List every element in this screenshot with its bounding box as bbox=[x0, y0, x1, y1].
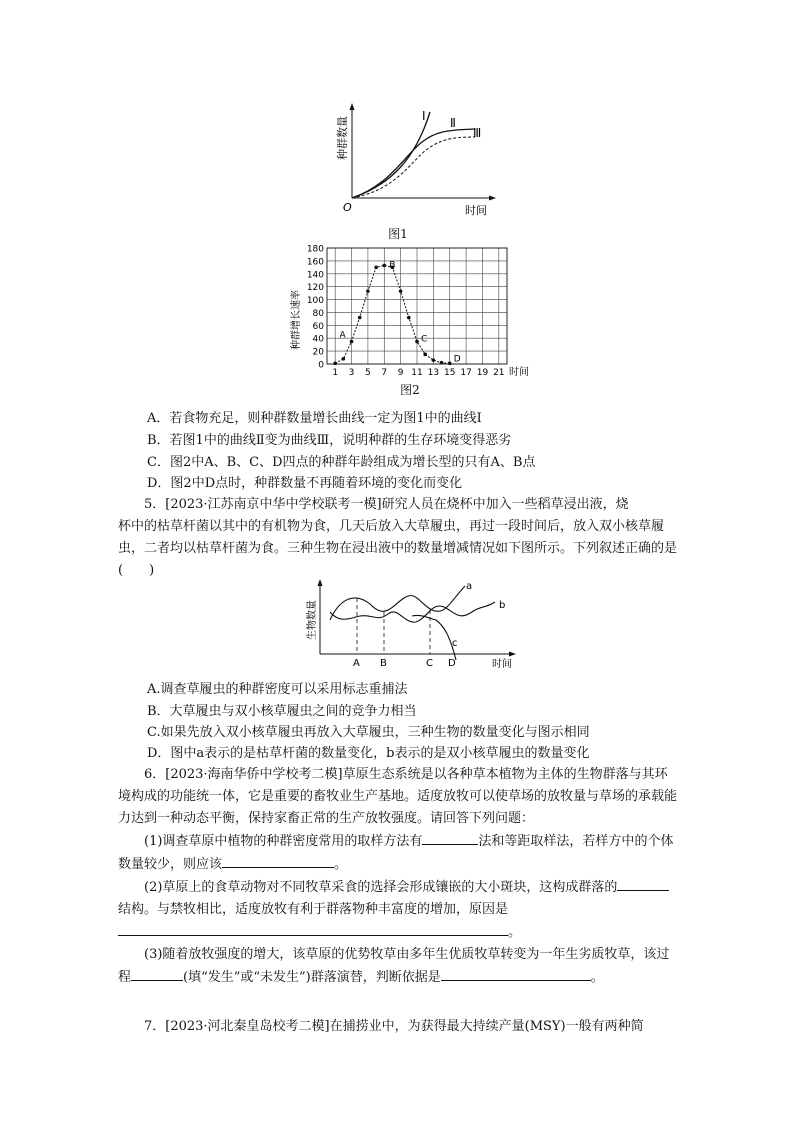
tick-C: C bbox=[426, 658, 433, 669]
curve-II bbox=[352, 129, 475, 198]
data-point bbox=[366, 289, 370, 293]
q6-blank-3[interactable] bbox=[617, 876, 669, 891]
x-tick-label: 21 bbox=[493, 368, 505, 378]
figure-1-caption: 图1 bbox=[388, 227, 408, 241]
curve-c-label: c bbox=[452, 638, 458, 649]
curve-c bbox=[412, 615, 456, 660]
y-tick-label: 80 bbox=[312, 308, 324, 319]
tick-B: B bbox=[380, 658, 387, 669]
data-point bbox=[423, 353, 427, 357]
q6-blank-2[interactable] bbox=[222, 853, 334, 868]
q5-stem-line1: 5．[2023·江苏南京中华中学校联考一模]研究人员在烧杯中加入一些稻草浸出液，烧 bbox=[144, 497, 629, 512]
x-tick-label: 19 bbox=[476, 368, 489, 378]
data-point bbox=[374, 266, 378, 270]
x-tick-label: 3 bbox=[348, 368, 355, 378]
q6-blank-1[interactable] bbox=[422, 830, 478, 845]
q4-option-b: B．若图1中的曲线Ⅱ变为曲线Ⅲ，说明种群的生存环境变得恶劣 bbox=[147, 433, 512, 448]
curve-III-label: Ⅲ bbox=[473, 126, 482, 140]
curve-II-label: Ⅱ bbox=[450, 116, 456, 130]
fig1-ylabel: 种群数量 bbox=[336, 116, 349, 160]
curve-I bbox=[352, 112, 430, 198]
figure-2-growth-rate-chart bbox=[285, 240, 540, 380]
x-tick-label: 9 bbox=[397, 368, 404, 378]
q6-sub3-text-d: 。 bbox=[590, 970, 604, 985]
x-tick-label: 7 bbox=[381, 368, 388, 378]
q6-sub3 bbox=[118, 944, 678, 989]
q7-stem: 7．[2023·河北秦皇岛校考二模]在捕捞业中，为获得最大持续产量(MSY)一般有两种简 bbox=[144, 1019, 644, 1034]
data-point bbox=[382, 264, 386, 268]
data-point bbox=[350, 340, 354, 344]
x-tick-label: 5 bbox=[365, 368, 371, 378]
q6-sub1-text-c: 的个体数量较少，则应该 bbox=[118, 834, 674, 872]
point-label-B: B bbox=[389, 260, 396, 271]
fig1-xlabel: 时间 bbox=[465, 204, 487, 217]
curve-a-label: a bbox=[466, 581, 473, 592]
y-tick-label: 60 bbox=[312, 321, 324, 332]
curve-I-label: Ⅰ bbox=[422, 109, 426, 123]
data-point bbox=[440, 361, 444, 365]
point-label-D: D bbox=[453, 354, 461, 365]
data-point bbox=[432, 358, 436, 362]
q6-stem: 6．[2023·海南华侨中学校考二模]草原生态系统是以各种草本植物为主体的生物群落与其环境构成的功能统一体，它是重要的畜牧业生产基地。适度放牧可以使草场的放牧量与草场的承载能力达到一种动态平衡，保持家畜正常的生产放牧强度。请回答下列问题： bbox=[118, 767, 678, 826]
fig2-xlabel: 时间 bbox=[509, 367, 529, 378]
q4-option-a: A．若食物充足，则种群数量增长曲线一定为图1中的曲线Ⅰ bbox=[147, 411, 482, 426]
y-tick-label: 40 bbox=[312, 334, 324, 345]
q4-option-c: C．图2中A、B、C、D四点的种群年龄组成为增长型的只有A、B点 bbox=[147, 455, 536, 470]
q6-sub2-text-c: 。 bbox=[508, 925, 522, 940]
y-tick-label: 120 bbox=[306, 283, 324, 294]
figure-2-caption: 图2 bbox=[400, 383, 420, 397]
y-tick-label: 160 bbox=[306, 257, 324, 268]
point-label-A: A bbox=[339, 330, 346, 341]
x-tick-label: 11 bbox=[411, 368, 423, 378]
curve-b bbox=[330, 602, 495, 622]
q6-sub1 bbox=[118, 830, 678, 876]
y-tick-label: 0 bbox=[318, 360, 324, 371]
q6-blank-6[interactable] bbox=[441, 966, 591, 981]
curve-b-label: b bbox=[499, 600, 506, 611]
data-point bbox=[358, 316, 362, 320]
tick-A: A bbox=[353, 658, 360, 669]
data-point bbox=[415, 340, 419, 344]
y-tick-label: 100 bbox=[306, 296, 324, 307]
x-tick-label: 15 bbox=[444, 368, 456, 378]
fig2-ylabel: 种群增长速率 bbox=[291, 290, 302, 350]
q7-block bbox=[118, 1016, 678, 1038]
data-point bbox=[448, 362, 452, 366]
q6-blank-5[interactable] bbox=[131, 966, 183, 981]
fig3-ylabel: 生物数量 bbox=[307, 600, 318, 640]
growth-rate-line bbox=[335, 265, 450, 363]
q5-option-d: D．图中a表示的是枯草杆菌的数量变化，b表示的是双小核草履虫的数量变化 bbox=[147, 746, 590, 761]
q6-sub1-text-b: 法和等距取样法，若样方中 bbox=[478, 834, 635, 849]
q6-block bbox=[118, 764, 678, 989]
q5-option-b: B．大草履虫与双小核草履虫之间的竞争力相当 bbox=[147, 704, 417, 719]
q6-sub2-text-a: (2)草原上的食草动物对不同牧草采食的选择会形成镶嵌的大小斑块，这构成群落的 bbox=[144, 880, 618, 895]
q6-blank-4[interactable] bbox=[118, 921, 508, 936]
x-tick-label: 1 bbox=[332, 368, 339, 378]
y-tick-label: 20 bbox=[312, 347, 324, 358]
q5-stem-rest: 杯中的枯草杆菌以其中的有机物为食，几天后放入大草履虫，再过一段时间后，放入双小核草履虫，二者均以枯草杆菌为食。三种生物在浸出液中的数量增减情况如下图所示。下列叙述正确的是( ) bbox=[118, 519, 678, 578]
figure-3-species-quantity-curves bbox=[300, 578, 530, 672]
data-point bbox=[342, 357, 346, 361]
data-point bbox=[399, 289, 403, 293]
tick-D: D bbox=[448, 658, 456, 669]
fig3-xlabel: 时间 bbox=[492, 659, 512, 670]
origin-label: O bbox=[343, 201, 352, 214]
q5-option-a: A.调查草履虫的种群密度可以采用标志重捕法 bbox=[147, 682, 408, 697]
q6-sub1-text-d: 。 bbox=[334, 857, 348, 872]
y-tick-label: 180 bbox=[306, 244, 324, 255]
x-tick-label: 13 bbox=[427, 368, 440, 378]
data-point bbox=[333, 362, 337, 366]
q4-option-d: D．图2中D点时，种群数量不再随着环境的变化而变化 bbox=[147, 476, 463, 491]
q6-sub1-text-a: (1)调查草原中植物的种群密度常用的取样方法有 bbox=[144, 834, 423, 849]
data-point bbox=[407, 316, 411, 320]
q5-stem bbox=[118, 494, 678, 582]
q6-sub2-text-b: 结构。与禁牧相比，适度放牧有利于群落物种丰富度的增加，原因是 bbox=[118, 902, 509, 917]
q5-option-c: C.如果先放入双小核草履虫再放入大草履虫，三种生物的数量变化与图示相同 bbox=[147, 725, 590, 740]
figure-1-population-curves bbox=[330, 100, 500, 225]
q6-sub3-text-c: (填“发生”或“未发生”)群落演替，判断依据是 bbox=[183, 970, 441, 985]
q6-sub2 bbox=[118, 876, 678, 944]
curve-a bbox=[330, 586, 465, 620]
q6-sub3-text-b: 该过程 bbox=[118, 947, 670, 985]
y-tick-label: 140 bbox=[306, 270, 324, 281]
x-tick-label: 17 bbox=[460, 368, 472, 378]
point-label-C: C bbox=[421, 334, 428, 345]
q6-sub3-text-a: (3)随着放牧强度的增大，该草原的优势牧草由多年生优质牧草转变为一年生劣质牧草， bbox=[144, 947, 644, 962]
